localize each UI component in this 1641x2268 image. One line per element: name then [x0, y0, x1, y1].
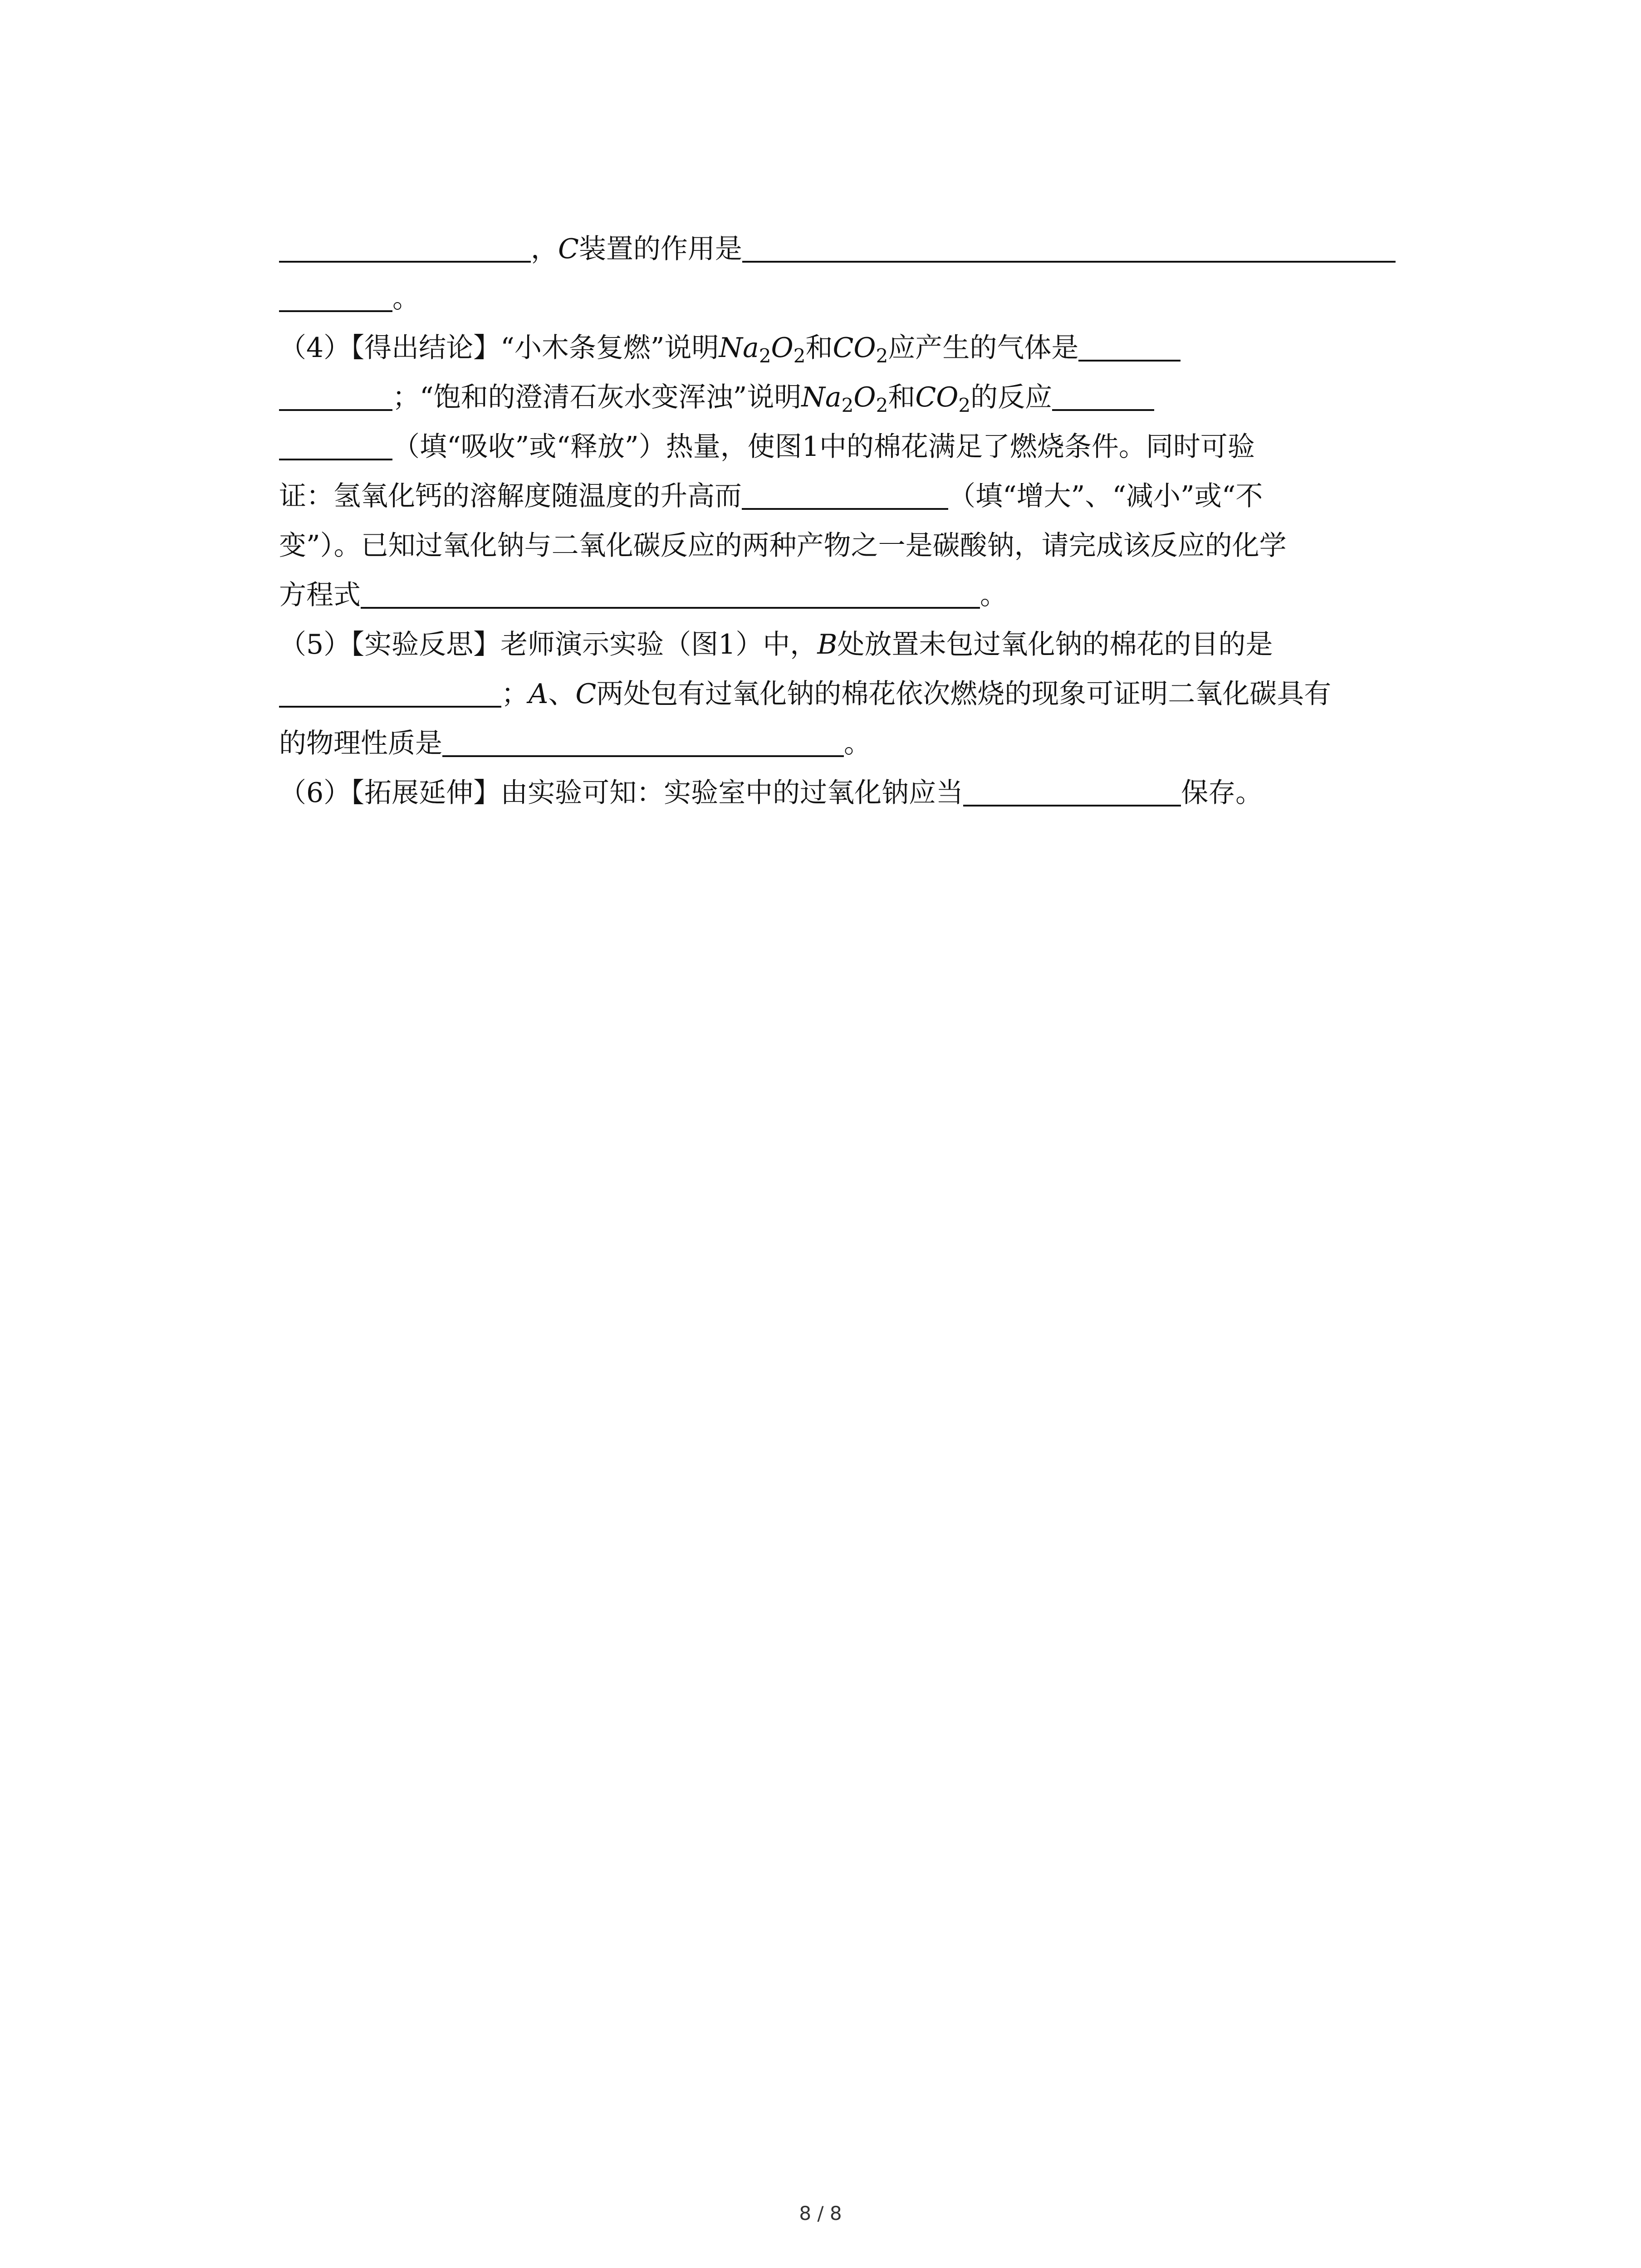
answer-blank[interactable] [442, 730, 844, 757]
text-line-11 [279, 708, 1422, 757]
answer-blank[interactable] [742, 235, 1396, 263]
text-line-9 [279, 609, 1422, 658]
text-segment: （填“吸收”或“释放”）热量，使图1中的棉花满足了燃烧条件。同时可验 [392, 431, 1255, 463]
text-line-2 [279, 263, 1422, 312]
text-segment: 的反应 [970, 381, 1053, 413]
answer-blank[interactable] [361, 582, 980, 609]
formula-na2o2: Na2O2 [719, 332, 806, 367]
question-body [279, 213, 1422, 807]
answer-blank[interactable] [963, 779, 1181, 807]
answer-blank[interactable] [742, 483, 948, 510]
text-segment: 证：氢氧化钙的溶解度随温度的升高而 [279, 480, 742, 512]
text-segment: （4）【得出结论】“小木条复燃”说明 [279, 332, 719, 364]
label-c: C [558, 233, 579, 265]
text-segment: ；“饱和的澄清石灰水变浑浊”说明 [392, 381, 802, 413]
text-segment: 保存。 [1181, 777, 1263, 809]
answer-blank[interactable] [279, 384, 392, 411]
punctuation: ； [501, 678, 529, 710]
text-segment: 处放置未包过氧化钠的棉花的目的是 [837, 629, 1273, 660]
text-segment: 方程式 [279, 579, 361, 611]
text-line-3 [279, 312, 1422, 367]
text-segment: （6）【拓展延伸】由实验可知：实验室中的过氧化钠应当 [279, 777, 964, 809]
punctuation: ， [531, 233, 558, 265]
text-segment: （5）【实验反思】老师演示实验（图1）中， [279, 629, 818, 660]
text-segment: 装置的作用是 [578, 233, 742, 265]
answer-blank[interactable] [1078, 334, 1181, 362]
text-segment: 两处包有过氧化钠的棉花依次燃烧的现象可证明二氧化碳具有 [596, 678, 1332, 710]
text-line-1 [279, 213, 1422, 263]
text-segment: 和 [888, 381, 916, 413]
answer-blank[interactable] [279, 285, 392, 312]
text-line-8 [279, 559, 1422, 609]
punctuation: 。 [980, 579, 1007, 611]
label-c: C [575, 678, 597, 710]
label-b: B [817, 629, 838, 660]
text-segment: 应产生的气体是 [888, 332, 1079, 364]
answer-blank[interactable] [279, 235, 531, 263]
text-segment: 的物理性质是 [279, 728, 442, 759]
answer-blank[interactable] [279, 680, 501, 708]
formula-na2o2: Na2O2 [801, 381, 888, 416]
text-line-10 [279, 658, 1422, 708]
answer-blank[interactable] [1052, 384, 1154, 411]
formula-co2: CO2 [915, 381, 971, 416]
text-segment: 变”）。已知过氧化钠与二氧化碳反应的两种产物之一是碳酸钠，请完成该反应的化学 [279, 530, 1287, 562]
punctuation: 、 [548, 678, 576, 710]
text-line-6 [279, 460, 1422, 510]
formula-co2: CO2 [833, 332, 888, 367]
text-line-4 [279, 362, 1422, 416]
text-line-7 [279, 510, 1422, 562]
text-segment: 和 [805, 332, 833, 364]
punctuation: 。 [844, 728, 871, 759]
punctuation: 。 [392, 283, 420, 314]
answer-blank[interactable] [279, 433, 392, 460]
text-segment: （填“增大”、“减小”或“不 [948, 480, 1263, 512]
text-line-5 [279, 411, 1422, 463]
text-line-12 [279, 757, 1422, 807]
page-number: 8 / 8 [799, 2202, 842, 2224]
label-a: A [529, 678, 549, 710]
